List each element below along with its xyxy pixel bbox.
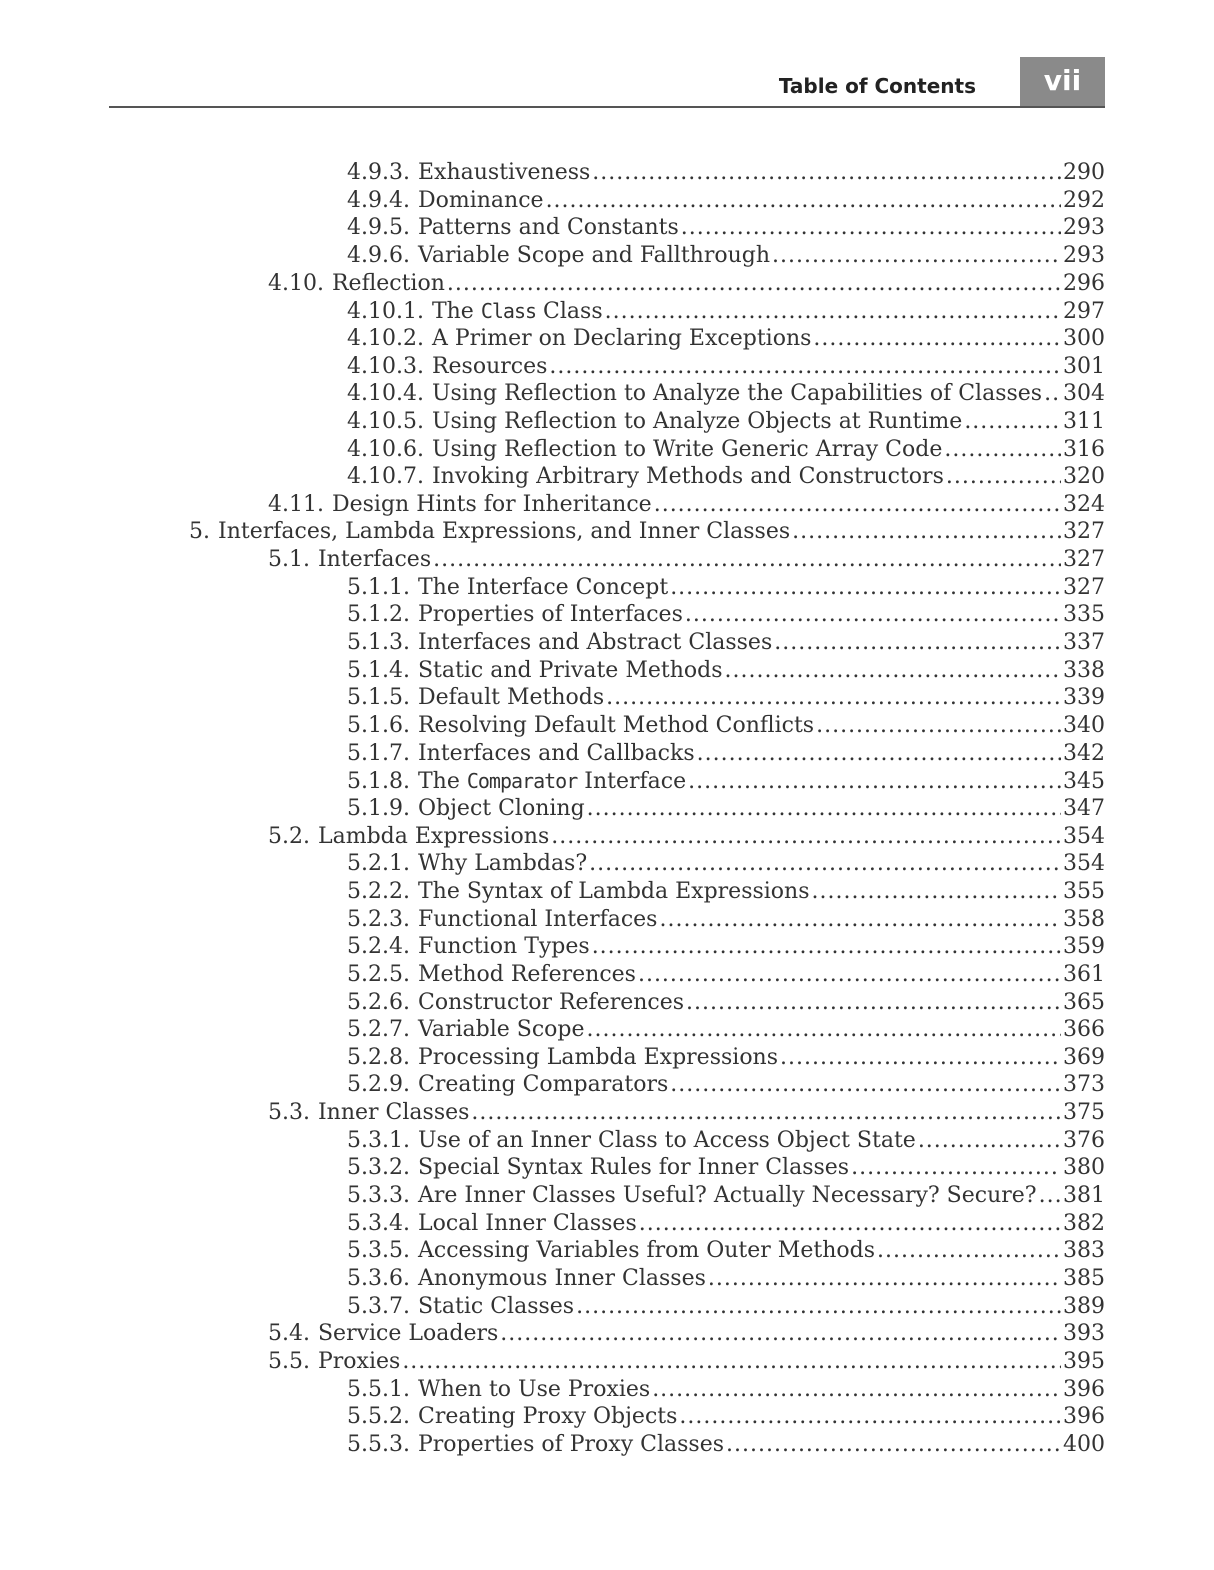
toc-dot-leader: [546, 187, 1061, 215]
toc-entry-page: 304: [1063, 381, 1105, 407]
toc-entry-number: 4.9.6.: [347, 242, 410, 268]
toc-entry-number: 4.10.3.: [347, 353, 424, 379]
toc-entry-page: 375: [1063, 1100, 1105, 1126]
toc-dot-leader: [402, 1348, 1061, 1376]
toc-entry-page: 396: [1063, 1376, 1105, 1402]
toc-entry-number: 5.: [189, 519, 210, 545]
toc-entry-number: 5.3.1.: [347, 1127, 410, 1153]
toc-entry-number: 5.1.5.: [347, 685, 410, 711]
toc-dot-leader: [681, 214, 1061, 242]
toc-dot-leader: [686, 989, 1061, 1017]
toc-dot-leader: [851, 1154, 1061, 1182]
toc-entry-page: 354: [1063, 851, 1105, 877]
toc-entry-page: 316: [1063, 436, 1105, 462]
toc-dot-leader: [964, 408, 1061, 436]
toc-entry-number: 5.1.3.: [347, 630, 410, 656]
toc-entry-title: Use of an Inner Class to Access Object State: [417, 1127, 916, 1153]
toc-entry-page: 354: [1063, 823, 1105, 849]
toc-entry-title: Interfaces: [317, 547, 432, 573]
toc-entry-title: Creating Comparators: [417, 1072, 669, 1098]
toc-entry-title-code: Class: [480, 299, 537, 324]
toc-entry-title: Constructor References: [417, 989, 685, 1015]
toc-entry-page: 293: [1063, 242, 1105, 268]
toc-entry-title: [432, 297, 603, 325]
toc-subsection-entry[interactable]: [347, 850, 1105, 878]
toc-entry-title: Object Cloning: [417, 795, 585, 821]
toc-subsection-entry[interactable]: [347, 712, 1105, 740]
toc-subsection-entry[interactable]: [347, 353, 1105, 381]
toc-entry-title: Creating Proxy Objects: [417, 1404, 678, 1430]
toc-entry-title: Using Reflection to Analyze the Capabilities of Classes: [431, 381, 1043, 407]
toc-entry-page: 361: [1063, 961, 1105, 987]
toc-entry-page: 335: [1063, 602, 1105, 628]
toc-dot-leader: [946, 463, 1061, 491]
toc-subsection-entry[interactable]: [347, 795, 1105, 823]
toc-entry-number: 5.2.: [268, 823, 310, 849]
toc-entry-title: Static and Private Methods: [417, 657, 723, 683]
toc-entry-page: 301: [1063, 353, 1105, 379]
toc-subsection-entry[interactable]: [347, 1210, 1105, 1238]
toc-subsection-entry[interactable]: [347, 629, 1105, 657]
toc-entry-page: 324: [1063, 491, 1105, 517]
toc-entry-page: 383: [1063, 1238, 1105, 1264]
toc-entry-title: Service Loaders: [317, 1321, 499, 1347]
toc-dot-leader: [679, 1403, 1061, 1431]
toc-entry-number: 5.1.: [268, 547, 310, 573]
page-number-badge: vii: [1020, 57, 1105, 108]
toc-dot-leader: [605, 298, 1061, 325]
toc-entry-title: Inner Classes: [317, 1100, 470, 1126]
toc-dot-leader: [697, 740, 1061, 768]
toc-dot-leader: [433, 546, 1061, 574]
toc-dot-leader: [685, 601, 1061, 629]
toc-subsection-entry[interactable]: [347, 1071, 1105, 1099]
toc-subsection-entry[interactable]: [347, 1154, 1105, 1182]
toc-dot-leader: [638, 961, 1061, 989]
toc-entry-title: Interfaces, Lambda Expressions, and Inner Classes: [218, 519, 791, 545]
toc-dot-leader: [587, 795, 1061, 823]
toc-entry-title: Design Hints for Inheritance: [331, 491, 652, 517]
toc-subsection-entry[interactable]: [347, 1237, 1105, 1265]
toc-subsection-entry[interactable]: [347, 1182, 1105, 1210]
toc-dot-leader: [918, 1127, 1061, 1155]
toc-entry-page: 300: [1063, 325, 1105, 351]
toc-entry-title: Local Inner Classes: [417, 1210, 637, 1236]
toc-entry-title: Dominance: [417, 187, 544, 213]
toc-entry-title: Reflection: [331, 270, 445, 296]
toc-entry-number: 5.3.4.: [347, 1210, 410, 1236]
toc-entry-number: 4.9.5.: [347, 215, 410, 241]
toc-dot-leader: [1039, 1182, 1061, 1210]
toc-subsection-entry[interactable]: [347, 159, 1105, 187]
toc-entry-page: 292: [1063, 187, 1105, 213]
toc-entry-title: Properties of Interfaces: [417, 602, 683, 628]
toc-dot-leader: [792, 518, 1061, 546]
toc-section-entry[interactable]: [268, 1099, 1105, 1127]
toc-subsection-entry[interactable]: [347, 1265, 1105, 1293]
toc-subsection-entry[interactable]: [347, 408, 1105, 436]
toc-entry-title: Function Types: [417, 934, 590, 960]
toc-entry-number: 5.3.2.: [347, 1155, 410, 1181]
toc-dot-leader: [652, 1376, 1061, 1404]
toc-entry-number: 5.1.9.: [347, 795, 410, 821]
toc-entry-title: Interfaces and Abstract Classes: [417, 630, 773, 656]
toc-section-entry[interactable]: [268, 1320, 1105, 1348]
toc-entry-page: 338: [1063, 657, 1105, 683]
toc-dot-leader: [592, 159, 1061, 187]
toc-entry-page: 396: [1063, 1404, 1105, 1430]
toc-subsection-entry[interactable]: [347, 906, 1105, 934]
toc-dot-leader: [725, 657, 1062, 685]
toc-entry-number: 5.2.5.: [347, 961, 410, 987]
toc-subsection-entry[interactable]: [347, 1044, 1105, 1072]
toc-entry-page: 373: [1063, 1072, 1105, 1098]
toc-entry-number: 5.3.5.: [347, 1238, 410, 1264]
toc-entry-title-suffix: Interface: [577, 769, 687, 795]
toc-entry-number: 5.1.8.: [347, 769, 410, 795]
toc-subsection-entry[interactable]: [347, 574, 1105, 602]
toc-entry-title: Resolving Default Method Conflicts: [417, 713, 815, 738]
toc-subsection-entry[interactable]: [347, 325, 1105, 353]
toc-entry-number: 5.5.2.: [347, 1404, 410, 1430]
toc-subsection-entry[interactable]: [347, 380, 1105, 408]
toc-section-entry[interactable]: [268, 270, 1105, 298]
toc-entry-page: 342: [1063, 740, 1105, 766]
toc-entry-title: Anonymous Inner Classes: [417, 1266, 706, 1291]
toc-subsection-entry[interactable]: [347, 684, 1105, 712]
toc-entry-page: 293: [1063, 215, 1105, 241]
toc-entry-number: 5.1.4.: [347, 657, 410, 683]
toc-entry-page: 320: [1063, 464, 1105, 490]
toc-subsection-entry[interactable]: [347, 1376, 1105, 1404]
toc-entry-page: 369: [1063, 1044, 1105, 1070]
toc-entry-number: 5.1.6.: [347, 713, 410, 738]
toc-entry-page: 376: [1063, 1127, 1105, 1153]
toc-entry-page: 327: [1063, 547, 1105, 573]
toc-subsection-entry[interactable]: [347, 1293, 1105, 1321]
toc-dot-leader: [944, 436, 1061, 464]
toc-dot-leader: [774, 629, 1061, 657]
toc-entry-title: Functional Interfaces: [417, 906, 658, 932]
toc-subsection-entry[interactable]: [347, 933, 1105, 961]
toc-subsection-entry[interactable]: [347, 242, 1105, 270]
toc-entry-title: The Syntax of Lambda Expressions: [417, 878, 810, 904]
toc-dot-leader: [471, 1099, 1061, 1127]
toc-entry-page: 366: [1063, 1017, 1105, 1043]
toc-entry-number: 4.10.5.: [347, 408, 424, 434]
toc-dot-leader: [877, 1237, 1061, 1265]
toc-section-entry[interactable]: [268, 1348, 1105, 1376]
toc-entry-page: 339: [1063, 685, 1105, 711]
toc-entry-number: 5.2.7.: [347, 1017, 410, 1043]
toc-entry-number: 4.11.: [268, 491, 324, 517]
toc-entry-number: 5.2.6.: [347, 989, 410, 1015]
toc-entry-title: Variable Scope: [417, 1017, 585, 1043]
toc-subsection-entry[interactable]: [347, 1431, 1105, 1459]
toc-dot-leader: [670, 574, 1061, 602]
toc-entry-page: 400: [1063, 1431, 1105, 1457]
toc-entry-number: 5.5.1.: [347, 1376, 410, 1402]
toc-entry-page: 340: [1063, 713, 1105, 738]
toc-entry-title: [418, 767, 686, 795]
running-header-title: Table of Contents: [778, 74, 976, 98]
toc-entry-page: 385: [1063, 1266, 1105, 1291]
toc-dot-leader: [639, 1210, 1061, 1238]
toc-entry-page: 327: [1063, 574, 1105, 600]
toc-dot-leader: [606, 684, 1061, 712]
toc-entry-title: Static Classes: [417, 1293, 575, 1319]
toc-entry-title: Variable Scope and Fallthrough: [417, 242, 771, 268]
toc-chapter-entry[interactable]: [189, 518, 1105, 546]
toc-entry-number: 5.2.3.: [347, 906, 410, 932]
toc-entry-page: 347: [1063, 795, 1105, 821]
toc-subsection-entry[interactable]: [347, 601, 1105, 629]
toc-entry-number: 5.3.6.: [347, 1266, 410, 1291]
toc-entry-number: 5.5.: [268, 1348, 310, 1374]
toc-dot-leader: [688, 768, 1061, 795]
toc-entry-number: 5.3.: [268, 1100, 310, 1126]
toc-dot-leader: [772, 242, 1061, 270]
toc-entry-title: Are Inner Classes Useful? Actually Necessary? Secure?: [417, 1183, 1037, 1209]
toc-entry-number: 4.10.1.: [347, 299, 424, 325]
toc-entry-page: 296: [1063, 270, 1105, 296]
toc-entry-page: 381: [1063, 1183, 1105, 1209]
toc-entry-number: 5.1.2.: [347, 602, 410, 628]
toc-subsection-entry[interactable]: [347, 463, 1105, 491]
toc-section-entry[interactable]: [268, 823, 1105, 851]
toc-subsection-entry[interactable]: [347, 767, 1105, 795]
toc-subsection-entry[interactable]: [347, 989, 1105, 1017]
toc-dot-leader: [780, 1044, 1061, 1072]
toc-entry-title: Special Syntax Rules for Inner Classes: [417, 1155, 850, 1181]
toc-entry-title-prefix: The: [417, 769, 467, 795]
toc-entry-title: Resources: [431, 353, 548, 379]
toc-entry-page: 345: [1063, 769, 1105, 795]
toc-entry-number: 5.3.7.: [347, 1293, 410, 1319]
toc-entry-number: 5.2.1.: [347, 851, 410, 877]
toc-entry-number: 5.5.3.: [347, 1431, 410, 1457]
toc-entry-number: 4.10.: [268, 270, 324, 296]
toc-subsection-entry[interactable]: [347, 214, 1105, 242]
toc-dot-leader: [812, 878, 1061, 906]
toc-entry-page: 327: [1063, 519, 1105, 545]
toc-dot-leader: [576, 1293, 1061, 1321]
toc-subsection-entry[interactable]: [347, 436, 1105, 464]
toc-entry-page: 297: [1063, 299, 1105, 325]
toc-dot-leader: [587, 1016, 1061, 1044]
toc-dot-leader: [813, 325, 1061, 353]
toc-dot-leader: [447, 270, 1061, 298]
toc-entry-page: 380: [1063, 1155, 1105, 1181]
toc-section-entry[interactable]: [268, 491, 1105, 519]
toc-entry-title: Why Lambdas?: [417, 851, 588, 877]
toc-entry-title: The Interface Concept: [417, 574, 669, 600]
toc-entry-title: When to Use Proxies: [417, 1376, 651, 1402]
toc-entry-number: 5.2.8.: [347, 1044, 410, 1070]
toc-entry-title: Using Reflection to Write Generic Array Code: [431, 436, 943, 462]
toc-dot-leader: [708, 1265, 1061, 1293]
toc-dot-leader: [816, 712, 1061, 740]
toc-entry-number: 5.4.: [268, 1321, 310, 1347]
toc-entry-title-suffix: Class: [536, 299, 603, 325]
toc-entry-page: 355: [1063, 878, 1105, 904]
header-divider: [109, 106, 1105, 108]
toc-entry-title: Default Methods: [417, 685, 605, 711]
toc-dot-leader: [592, 933, 1061, 961]
toc-entry-title: Using Reflection to Analyze Objects at Runtime: [431, 408, 963, 434]
toc-dot-leader: [551, 823, 1061, 851]
toc-dot-leader: [726, 1431, 1061, 1459]
toc-entry-title: Lambda Expressions: [317, 823, 550, 849]
toc-entry-title-code: Comparator: [466, 769, 578, 794]
toc-entry-title-prefix: The: [431, 299, 481, 325]
toc-entry-title: Accessing Variables from Outer Methods: [417, 1238, 875, 1264]
toc-subsection-entry[interactable]: [347, 1016, 1105, 1044]
toc-entry-number: 5.2.4.: [347, 934, 410, 960]
toc-entry-title: A Primer on Declaring Exceptions: [431, 325, 812, 351]
toc-subsection-entry[interactable]: [347, 657, 1105, 685]
toc-entry-page: 358: [1063, 906, 1105, 932]
toc-dot-leader: [659, 906, 1061, 934]
toc-entry-page: 359: [1063, 934, 1105, 960]
toc-entry-number: 5.2.2.: [347, 878, 410, 904]
toc-subsection-entry[interactable]: [347, 187, 1105, 215]
toc-entry-page: 337: [1063, 630, 1105, 656]
toc-entry-page: 395: [1063, 1348, 1105, 1374]
toc-entry-title: Patterns and Constants: [417, 215, 679, 241]
toc-entry-page: 365: [1063, 989, 1105, 1015]
toc-entry-number: 4.9.4.: [347, 187, 410, 213]
toc-entry-page: 389: [1063, 1293, 1105, 1319]
toc-entry-number: 4.10.4.: [347, 381, 424, 407]
toc-dot-leader: [670, 1071, 1061, 1099]
toc-entry-title: Exhaustiveness: [417, 160, 591, 185]
toc-entry-number: 5.1.7.: [347, 740, 410, 766]
toc-entry-title: Interfaces and Callbacks: [417, 740, 695, 766]
toc-subsection-entry[interactable]: [347, 1403, 1105, 1431]
toc-entry-number: 5.3.3.: [347, 1183, 410, 1209]
toc-dot-leader: [589, 850, 1061, 878]
toc-entry-page: 393: [1063, 1321, 1105, 1347]
toc-entry-title: Processing Lambda Expressions: [417, 1044, 779, 1070]
toc-subsection-entry[interactable]: [347, 878, 1105, 906]
toc-entry-number: 4.10.6.: [347, 436, 424, 462]
toc-dot-leader: [500, 1320, 1061, 1348]
toc-entry-title: Properties of Proxy Classes: [417, 1431, 724, 1457]
toc-dot-leader: [654, 491, 1061, 519]
toc-entry-title: Invoking Arbitrary Methods and Constructors: [431, 464, 944, 490]
toc-entry-title: Method References: [417, 961, 636, 987]
toc-subsection-entry[interactable]: [347, 297, 1105, 325]
toc-dot-leader: [549, 353, 1061, 381]
toc-entry-page: 311: [1063, 408, 1105, 434]
toc-section-entry[interactable]: [268, 546, 1105, 574]
toc-subsection-entry[interactable]: [347, 961, 1105, 989]
toc-subsection-entry[interactable]: [347, 1127, 1105, 1155]
toc-entry-title: Proxies: [317, 1348, 401, 1374]
toc-entry-number: 5.2.9.: [347, 1072, 410, 1098]
toc-entry-number: 5.1.1.: [347, 574, 410, 600]
toc-entry-number: 4.10.2.: [347, 325, 424, 351]
toc-entry-number: 4.9.3.: [347, 160, 410, 185]
toc-dot-leader: [1044, 380, 1061, 408]
toc-entry-page: 290: [1063, 160, 1105, 185]
toc-entry-number: 4.10.7.: [347, 464, 424, 490]
toc-entry-page: 382: [1063, 1210, 1105, 1236]
toc-subsection-entry[interactable]: [347, 740, 1105, 768]
